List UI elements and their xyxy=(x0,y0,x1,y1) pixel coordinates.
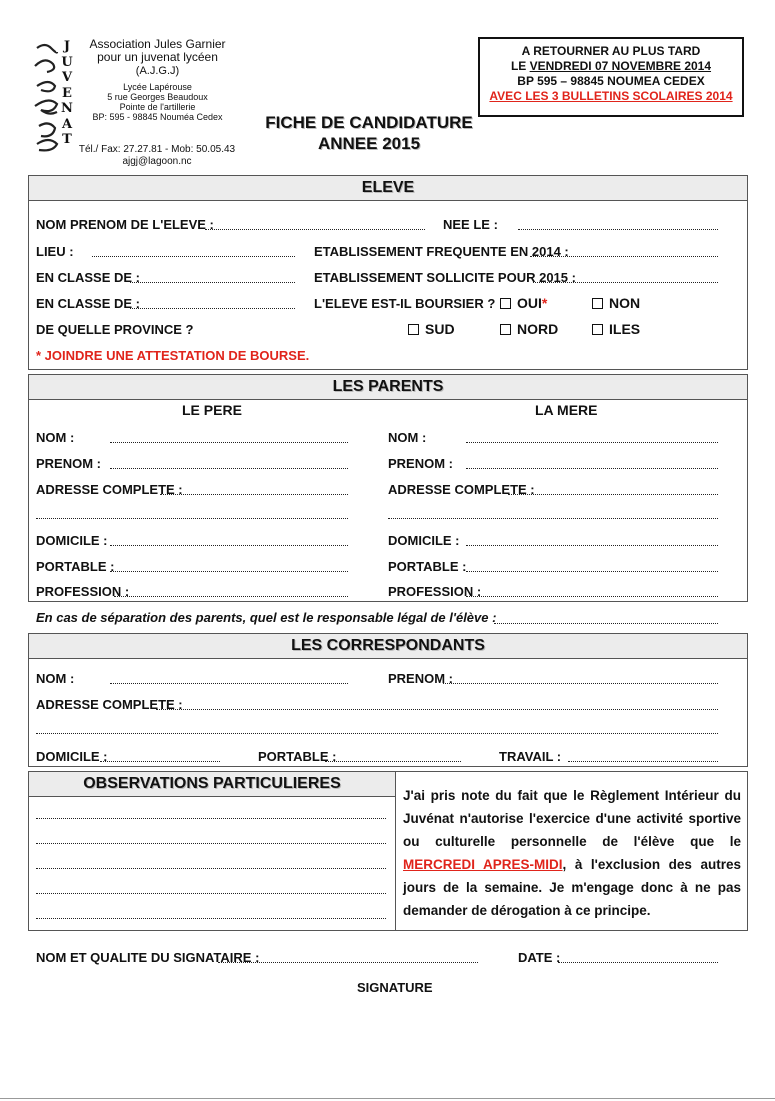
label-nee-le: NEE LE : xyxy=(443,217,498,232)
field-mere-domicile[interactable] xyxy=(466,545,718,546)
label-corr-domicile: DOMICILE : xyxy=(36,749,108,764)
field-pere-domicile[interactable] xyxy=(110,545,348,546)
field-nee-le[interactable] xyxy=(518,229,718,230)
field-corr-domicile[interactable] xyxy=(100,761,220,762)
label-corr-nom: NOM : xyxy=(36,671,75,686)
logo-letter: N xyxy=(61,101,73,116)
label-lieu: LIEU : xyxy=(36,244,74,259)
label-pere-nom: NOM : xyxy=(36,430,75,445)
label-province: DE QUELLE PROVINCE ? xyxy=(36,322,194,337)
field-corr-adresse-2[interactable] xyxy=(36,733,718,734)
bottom-rule xyxy=(0,1098,775,1099)
association-email: ajgj@lagoon.nc xyxy=(122,156,192,167)
address-line-3: Pointe de l'artillerie xyxy=(119,101,196,112)
checkbox-oui[interactable] xyxy=(500,295,547,311)
observation-line-1[interactable] xyxy=(36,818,386,819)
checkbox-sud-label: SUD xyxy=(425,321,455,337)
label-en-classe-2: EN CLASSE DE : xyxy=(36,296,141,311)
correspondants-header: LES CORRESPONDANTS xyxy=(29,634,747,659)
page-title xyxy=(258,112,480,154)
checkbox-iles-box[interactable] xyxy=(592,324,603,335)
field-signataire[interactable] xyxy=(218,962,478,963)
label-signature: SIGNATURE xyxy=(357,980,433,995)
logo-letter: E xyxy=(62,85,72,101)
deadline-line-2 xyxy=(482,59,740,74)
field-corr-travail[interactable] xyxy=(568,761,718,762)
statement-text-after: , à l'exclusion des autres jours de la semaine. Je m'engage donc à ne pas demander de dérogation à ce principe. xyxy=(403,857,741,918)
association-logo xyxy=(33,40,61,160)
field-etab-frequente[interactable] xyxy=(530,256,718,257)
checkbox-sud[interactable] xyxy=(408,321,455,337)
label-signataire: NOM ET QUALITE DU SIGNATAIRE : xyxy=(36,950,260,965)
mere-heading: LA MERE xyxy=(535,402,598,418)
eleve-header: ELEVE xyxy=(29,176,747,201)
field-pere-nom[interactable] xyxy=(110,442,348,443)
association-subtitle: pour un juvenat lycéen xyxy=(97,49,218,64)
label-etab-frequente: ETABLISSEMENT FREQUENTE EN 2014 : xyxy=(314,244,569,259)
field-responsable-legal[interactable] xyxy=(494,623,718,624)
field-mere-portable[interactable] xyxy=(466,571,718,572)
label-mere-portable: PORTABLE : xyxy=(388,559,467,574)
field-pere-adresse[interactable] xyxy=(160,494,348,495)
field-mere-prenom[interactable] xyxy=(466,468,718,469)
logo-letter: V xyxy=(61,70,73,85)
observation-line-4[interactable] xyxy=(36,893,386,894)
checkbox-nord-label: NORD xyxy=(517,321,559,337)
label-pere-domicile: DOMICILE : xyxy=(36,533,108,548)
field-corr-nom[interactable] xyxy=(110,683,348,684)
observation-line-2[interactable] xyxy=(36,843,386,844)
field-mere-adresse-2[interactable] xyxy=(388,518,718,519)
oui-asterisk: * xyxy=(541,295,548,311)
field-corr-portable[interactable] xyxy=(325,761,461,762)
field-mere-adresse[interactable] xyxy=(508,494,718,495)
label-pere-portable: PORTABLE : xyxy=(36,559,115,574)
label-nom-prenom-eleve: NOM PRENOM DE L'ELEVE : xyxy=(36,217,214,232)
address-line-2: 5 rue Georges Beaudoux xyxy=(107,91,208,102)
observation-line-5[interactable] xyxy=(36,918,386,919)
label-date: DATE : xyxy=(518,950,561,965)
association-info xyxy=(80,38,235,122)
association-phone: Tél./ Fax: 27.27.81 - Mob: 50.05.43 xyxy=(78,144,236,155)
checkbox-sud-box[interactable] xyxy=(408,324,419,335)
label-pere-prenom: PRENOM : xyxy=(36,456,101,471)
label-mere-nom: NOM : xyxy=(388,430,427,445)
address-line-1: Lycée Lapérouse xyxy=(123,81,192,92)
deadline-line-1: A RETOURNER AU PLUS TARD xyxy=(521,44,701,58)
observations-header: OBSERVATIONS PARTICULIERES xyxy=(29,772,395,797)
field-en-classe-1[interactable] xyxy=(130,282,295,283)
observation-line-3[interactable] xyxy=(36,868,386,869)
field-en-classe-2[interactable] xyxy=(130,308,295,309)
label-mere-profession: PROFESSION : xyxy=(388,584,482,599)
deadline-text xyxy=(482,44,740,104)
address-line-4: BP: 595 - 98845 Nouméa Cedex xyxy=(92,111,223,122)
deadline-prefix: LE xyxy=(510,59,530,73)
checkbox-non-box[interactable] xyxy=(592,298,603,309)
label-mere-domicile: DOMICILE : xyxy=(388,533,460,548)
field-corr-adresse[interactable] xyxy=(156,709,718,710)
parents-header: LES PARENTS xyxy=(29,375,747,400)
association-acronym: (A.J.G.J) xyxy=(135,65,180,77)
label-en-classe-1: EN CLASSE DE : xyxy=(36,270,141,285)
checkbox-iles-label: ILES xyxy=(609,321,641,337)
observations-divider xyxy=(395,771,396,930)
logo-letters xyxy=(61,39,73,148)
checkbox-non-label: NON xyxy=(609,295,641,311)
checkbox-oui-label: OUI xyxy=(517,295,542,311)
label-corr-adresse: ADRESSE COMPLETE : xyxy=(36,697,183,712)
label-mere-prenom: PRENOM : xyxy=(388,456,453,471)
label-corr-prenom: PRENOM : xyxy=(388,671,453,686)
deadline-date: VENDREDI 07 NOVEMBRE 2014 xyxy=(529,59,712,73)
title-line-2: ANNEE 2015 xyxy=(317,134,421,153)
checkbox-oui-box[interactable] xyxy=(500,298,511,309)
pere-heading: LE PERE xyxy=(182,402,242,418)
title-line-1: FICHE DE CANDIDATURE xyxy=(265,113,473,132)
label-corr-travail: TRAVAIL : xyxy=(499,749,562,764)
field-mere-nom[interactable] xyxy=(466,442,718,443)
logo-letter: U xyxy=(61,54,73,70)
label-pere-profession: PROFESSION : xyxy=(36,584,130,599)
checkbox-nord[interactable] xyxy=(500,321,558,337)
label-pere-adresse: ADRESSE COMPLETE : xyxy=(36,482,183,497)
checkbox-nord-box[interactable] xyxy=(500,324,511,335)
statement-text-before: J'ai pris note du fait que le Règlement Intérieur du Juvénat n'autorise l'exercice d'une activité sportive ou culturelle personnelle de l'élève que le xyxy=(403,788,741,849)
bourse-note: * JOINDRE UNE ATTESTATION DE BOURSE. xyxy=(36,348,310,363)
field-etab-sollicite[interactable] xyxy=(533,282,718,283)
field-mere-profession[interactable] xyxy=(466,596,718,597)
checkbox-iles[interactable] xyxy=(592,321,640,337)
field-pere-adresse-2[interactable] xyxy=(36,518,348,519)
association-name: Association Jules Garnier xyxy=(89,37,226,51)
logo-letter: T xyxy=(62,132,72,147)
statement-highlight: MERCREDI APRES-MIDI xyxy=(403,857,563,872)
separation-question: En cas de séparation des parents, quel est le responsable légal de l'élève : xyxy=(36,610,497,625)
label-corr-portable: PORTABLE : xyxy=(258,749,337,764)
reglement-statement xyxy=(403,784,741,922)
field-corr-prenom[interactable] xyxy=(443,683,718,684)
field-nom-prenom-eleve[interactable] xyxy=(205,229,425,230)
juvenat-logo-icon xyxy=(33,40,61,160)
field-lieu[interactable] xyxy=(92,256,295,257)
field-date[interactable] xyxy=(558,962,718,963)
deadline-line-3: BP 595 – 98845 NOUMEA CEDEX xyxy=(517,74,705,88)
label-etab-sollicite: ETABLISSEMENT SOLLICITE POUR 2015 : xyxy=(314,270,576,285)
checkbox-non[interactable] xyxy=(592,295,640,311)
label-boursier: L'ELEVE EST-IL BOURSIER ? xyxy=(314,296,496,311)
field-pere-portable[interactable] xyxy=(110,571,348,572)
field-pere-prenom[interactable] xyxy=(110,468,348,469)
logo-letter: A xyxy=(61,116,73,132)
field-pere-profession[interactable] xyxy=(114,596,348,597)
logo-letter: J xyxy=(63,39,71,54)
label-mere-adresse: ADRESSE COMPLETE : xyxy=(388,482,535,497)
deadline-line-4: AVEC LES 3 BULLETINS SCOLAIRES 2014 xyxy=(489,89,733,103)
